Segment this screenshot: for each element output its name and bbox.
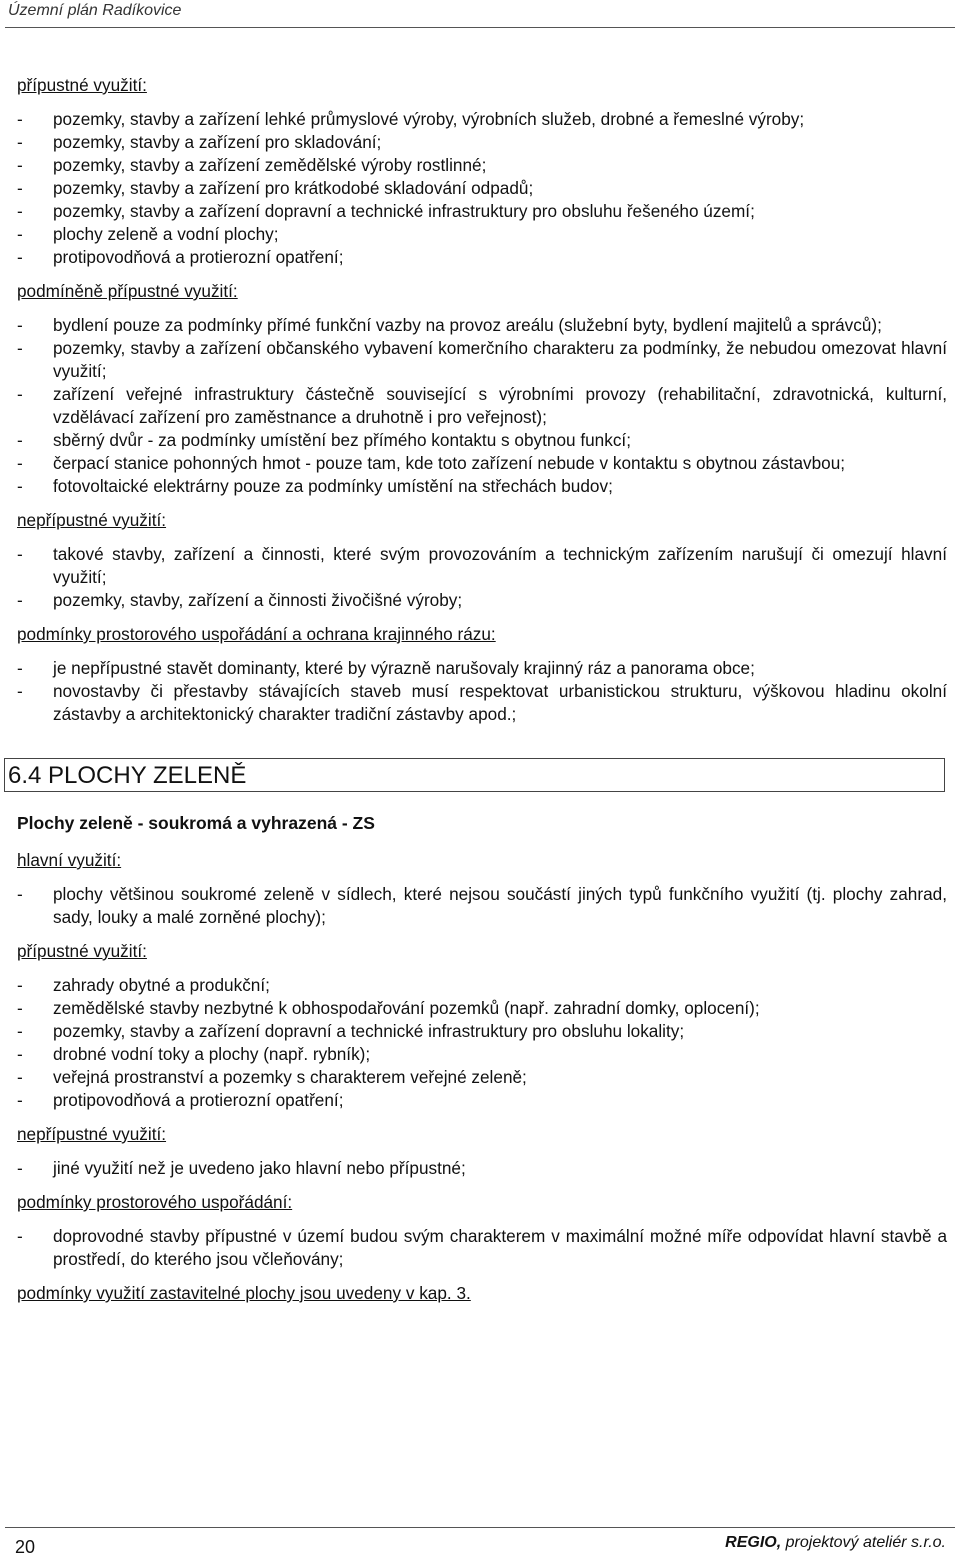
list-item: - pozemky, stavby a zařízení dopravní a technické infrastruktury pro obsluhu řešeného území; xyxy=(17,200,947,223)
page-content xyxy=(8,74,947,1305)
list-item: - doprovodné stavby přípustné v území budou svým charakterem v maximální možné míře odpovídat hlavní stavbě a prostředí, do kterého jsou včleňovány; xyxy=(17,1225,947,1271)
list-item: - zemědělské stavby nezbytné k obhospodařování pozemků (např. zahradní domky, oplocení); xyxy=(17,997,947,1020)
closing-note: podmínky využití zastavitelné plochy jsou uvedeny v kap. 3. xyxy=(17,1283,471,1303)
list-item: - drobné vodní toky a plochy (např. rybník); xyxy=(17,1043,947,1066)
section-group xyxy=(17,1191,947,1271)
section-group xyxy=(17,623,947,726)
list-item: - protipovodňová a protierozní opatření; xyxy=(17,246,947,269)
bullet-list xyxy=(17,1225,947,1271)
list-item: - veřejná prostranství a pozemky s charakterem veřejné zeleně; xyxy=(17,1066,947,1089)
section-group xyxy=(17,74,947,269)
list-item: - plochy zeleně a vodní plochy; xyxy=(17,223,947,246)
section-group xyxy=(17,509,947,612)
bullet-list xyxy=(17,1157,947,1180)
bullet-list xyxy=(17,883,947,929)
section-zs xyxy=(17,849,947,1271)
list-item: - bydlení pouze za podmínky přímé funkční vazby na provoz areálu (služební byty, bydlení majitelů a správců); xyxy=(17,314,947,337)
list-item: - pozemky, stavby a zařízení pro krátkodobé skladování odpadů; xyxy=(17,177,947,200)
footer-company xyxy=(725,1534,946,1552)
section-group xyxy=(17,940,947,1112)
list-item: - fotovoltaické elektrárny pouze za podmínky umístění na střechách budov; xyxy=(17,475,947,498)
bullet-list xyxy=(17,314,947,498)
page-number: 20 xyxy=(15,1537,36,1557)
section-heading: 6.4 PLOCHY ZELENĚ xyxy=(4,758,945,792)
group-label: nepřípustné využití: xyxy=(17,510,167,530)
list-item: - zařízení veřejné infrastruktury částečně související s výrobními provozy (rehabilitační, zdravotnická, kulturní, vzdělávací zařízení pro zaměstnance a druhotně i pro veřejnost); xyxy=(17,383,947,429)
footer-divider xyxy=(5,1527,955,1528)
company-name-bold: REGIO, xyxy=(725,1534,782,1551)
list-item: - plochy většinou soukromé zeleně v sídlech, které nejsou součástí jiných typů funkčního využití (tj. plochy zahrad, sady, louky a malé zorněné plochy); xyxy=(17,883,947,929)
section-group xyxy=(17,1123,947,1180)
header-divider xyxy=(5,27,955,28)
bullet-list xyxy=(17,974,947,1112)
group-label: podmínky prostorového uspořádání: xyxy=(17,1192,293,1212)
group-label: přípustné využití: xyxy=(17,941,147,961)
list-item: - pozemky, stavby, zařízení a činnosti živočišné výroby; xyxy=(17,589,947,612)
section-group xyxy=(17,280,947,498)
list-item: - takové stavby, zařízení a činnosti, které svým provozováním a technickým zařízením narušují či omezují hlavní využití; xyxy=(17,543,947,589)
bullet-list xyxy=(17,108,947,269)
section-group xyxy=(17,849,947,929)
group-label: podmínky prostorového uspořádání a ochrana krajinného rázu: xyxy=(17,624,496,644)
list-item: - zahrady obytné a produkční; xyxy=(17,974,947,997)
document-header-title: Územní plán Radíkovice xyxy=(8,2,182,19)
group-label: nepřípustné využití: xyxy=(17,1124,167,1144)
list-item: - protipovodňová a protierozní opatření; xyxy=(17,1089,947,1112)
list-item: - pozemky, stavby a zařízení občanského vybavení komerčního charakteru za podmínky, že nebudou omezovat hlavní využití; xyxy=(17,337,947,383)
section-top xyxy=(17,74,947,726)
list-item: - pozemky, stavby a zařízení lehké průmyslové výroby, výrobních služeb, drobné a řemeslné výroby; xyxy=(17,108,947,131)
list-item: - jiné využití než je uvedeno jako hlavní nebo přípustné; xyxy=(17,1157,947,1180)
list-item: - pozemky, stavby a zařízení dopravní a technické infrastruktury pro obsluhu lokality; xyxy=(17,1020,947,1043)
group-label: podmíněně přípustné využití: xyxy=(17,281,238,301)
list-item: - čerpací stanice pohonných hmot - pouze tam, kde toto zařízení nebude v kontaktu s obytnou zástavbou; xyxy=(17,452,947,475)
list-item: - pozemky, stavby a zařízení pro skladování; xyxy=(17,131,947,154)
list-item: - je nepřípustné stavět dominanty, které by výrazně narušovaly krajinný ráz a panorama obce; xyxy=(17,657,947,680)
company-name-rest: projektový ateliér s.r.o. xyxy=(781,1534,946,1551)
subheading-zs: Plochy zeleně - soukromá a vyhrazená - ZS xyxy=(17,813,375,833)
group-label: hlavní využití: xyxy=(17,850,122,870)
list-item: - novostavby či přestavby stávajících staveb musí respektovat urbanistickou strukturu, výškovou hladinu okolní zástavby a architektonický charakter tradiční zástavby apod.; xyxy=(17,680,947,726)
bullet-list xyxy=(17,657,947,726)
list-item: - pozemky, stavby a zařízení zemědělské výroby rostlinné; xyxy=(17,154,947,177)
bullet-list xyxy=(17,543,947,612)
group-label: přípustné využití: xyxy=(17,75,147,95)
list-item: - sběrný dvůr - za podmínky umístění bez přímého kontaktu s obytnou funkcí; xyxy=(17,429,947,452)
